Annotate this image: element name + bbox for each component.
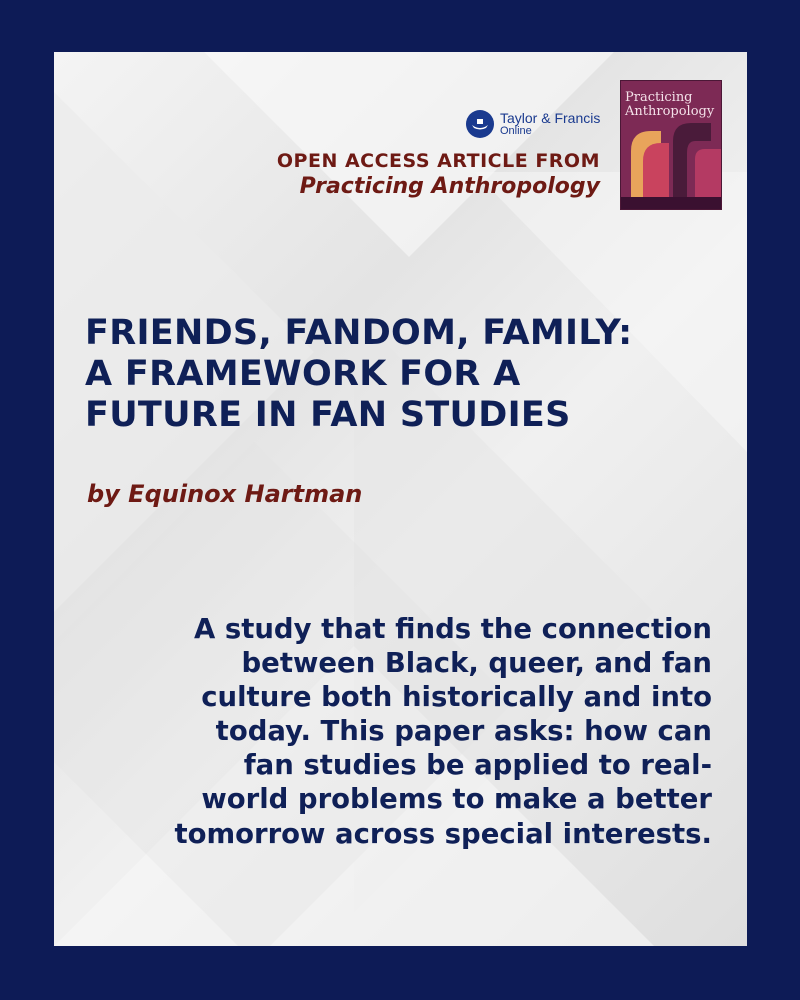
journal-cover-image [620,80,722,210]
summary-line: fan studies be applied to real- [243,749,712,782]
publisher-emblem-icon [466,110,494,138]
article-summary [72,612,712,851]
article-title-line: A FRAMEWORK FOR A [85,353,521,394]
summary-line: between Black, queer, and fan [241,647,712,680]
article-title-line: FRIENDS, FANDOM, FAMILY: [85,313,633,353]
open-access-badge [277,150,600,199]
publisher-subtitle: Online [500,124,532,137]
summary-line: A study that finds the connection [193,613,712,645]
author-byline: by Equinox Hartman [87,480,363,508]
summary-line: culture both historically and into [201,681,712,714]
cover-title: Practicing Anthropology [625,90,715,120]
publisher-logo [466,110,600,138]
publisher-name: Taylor & Francis [500,109,601,126]
summary-line: world problems to make a better [201,783,712,816]
journal-name: Practicing Anthropology [299,174,600,199]
summary-line: today. This paper asks: how can [215,715,712,748]
article-title-line: FUTURE IN FAN STUDIES [85,394,571,435]
open-access-label: OPEN ACCESS ARTICLE FROM [276,150,600,172]
summary-line: tomorrow across special interests. [174,817,712,850]
article-title [85,313,735,436]
